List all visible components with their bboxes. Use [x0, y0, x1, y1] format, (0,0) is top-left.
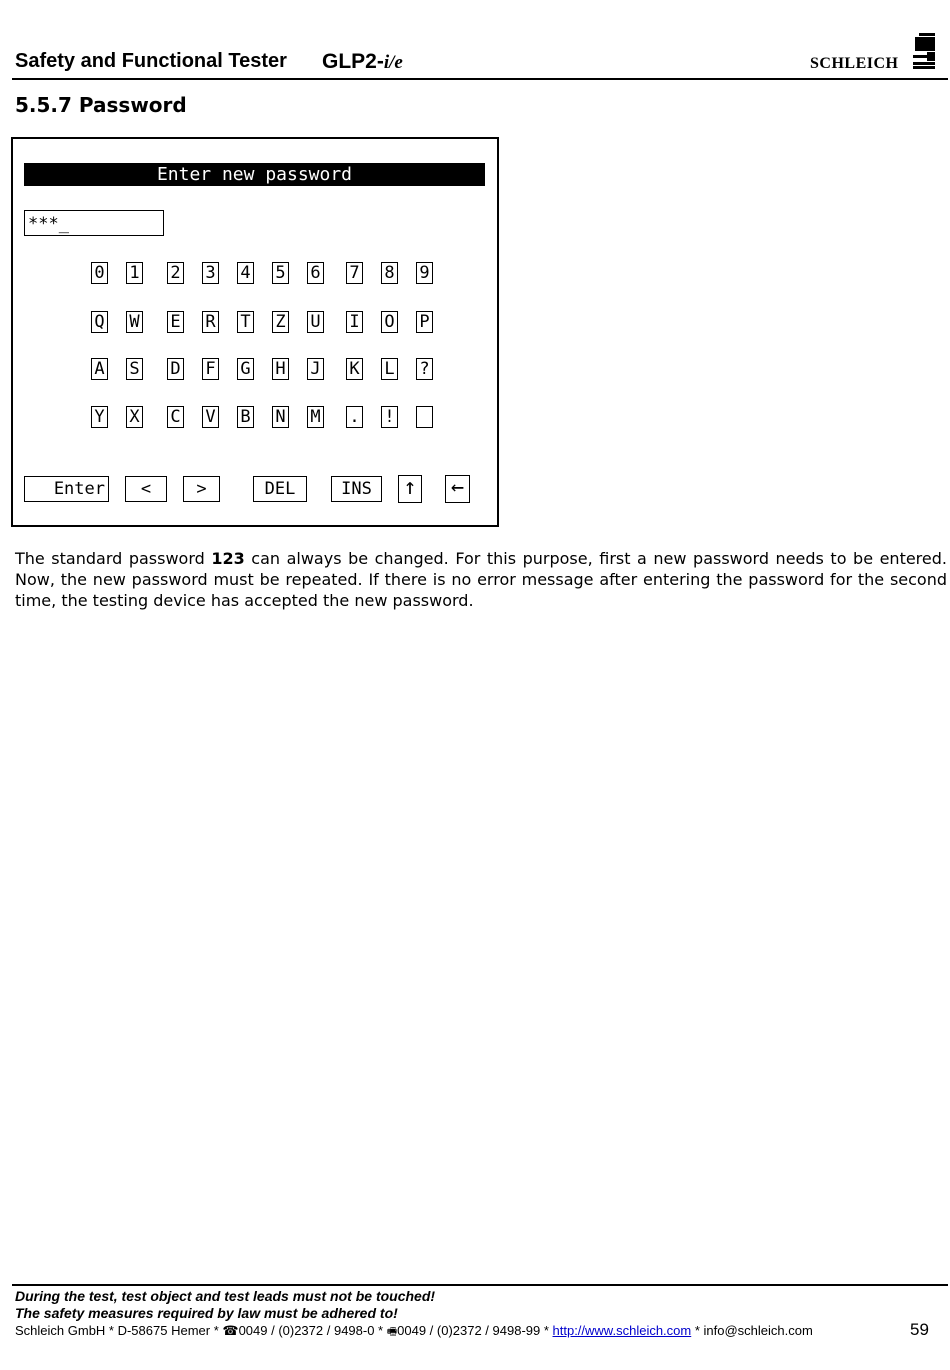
- header-divider: [12, 78, 948, 80]
- key-qwertz-middle-5[interactable]: H: [272, 358, 289, 380]
- key-digit-2[interactable]: 2: [167, 262, 184, 284]
- key-qwertz-top-0[interactable]: Q: [91, 311, 108, 333]
- key-qwertz-bottom-2[interactable]: C: [167, 406, 184, 428]
- key-qwertz-bottom-0[interactable]: Y: [91, 406, 108, 428]
- device-model-suffix: i/e: [383, 52, 403, 73]
- screen-title-bar: Enter new password: [24, 163, 485, 186]
- key-qwertz-middle-7[interactable]: K: [346, 358, 363, 380]
- enter-button[interactable]: Enter: [24, 476, 109, 502]
- cursor-left-button[interactable]: <: [125, 476, 167, 502]
- key-qwertz-bottom-8[interactable]: !: [381, 406, 398, 428]
- logo-text: SCHLEICH: [810, 55, 899, 72]
- key-digit-1[interactable]: 1: [126, 262, 143, 284]
- key-qwertz-bottom-5[interactable]: N: [272, 406, 289, 428]
- phone-icon: ☎: [222, 1323, 239, 1338]
- company-contact-line: [15, 1323, 813, 1342]
- schleich-s-logo-mark: [913, 33, 935, 69]
- description-text-start: The standard password: [15, 549, 212, 568]
- phone-number: 0049 / (0)2372 / 9498-0 *: [238, 1323, 387, 1338]
- key-qwertz-bottom-3[interactable]: V: [202, 406, 219, 428]
- key-qwertz-bottom-9[interactable]: [416, 406, 433, 428]
- key-qwertz-bottom-1[interactable]: X: [126, 406, 143, 428]
- key-qwertz-top-4[interactable]: T: [237, 311, 254, 333]
- page-number: 59: [910, 1320, 929, 1339]
- password-entry-screen: [11, 137, 499, 527]
- company-address: Schleich GmbH * D-58675 Hemer *: [15, 1323, 223, 1338]
- key-qwertz-top-5[interactable]: Z: [272, 311, 289, 333]
- description-paragraph: [15, 548, 947, 611]
- key-qwertz-top-7[interactable]: I: [346, 311, 363, 333]
- key-qwertz-top-3[interactable]: R: [202, 311, 219, 333]
- key-digit-7[interactable]: 7: [346, 262, 363, 284]
- key-qwertz-bottom-6[interactable]: M: [307, 406, 324, 428]
- key-digit-4[interactable]: 4: [237, 262, 254, 284]
- description-text-end: can always be changed. For this purpose, first a new password needs to be entered. Now, the new password must be repeated. If there is no error message after entering the password for the second time, the testing device has accepted the new password.: [15, 549, 947, 610]
- delete-button[interactable]: DEL: [253, 476, 307, 502]
- key-digit-8[interactable]: 8: [381, 262, 398, 284]
- device-model: [322, 50, 403, 74]
- default-password: 123: [211, 549, 245, 568]
- safety-warning-1: During the test, test object and test leads must not be touched!: [15, 1288, 436, 1304]
- backspace-arrow-icon[interactable]: ←: [445, 475, 470, 503]
- key-qwertz-middle-8[interactable]: L: [381, 358, 398, 380]
- cursor-right-button[interactable]: >: [183, 476, 220, 502]
- key-qwertz-middle-6[interactable]: J: [307, 358, 324, 380]
- footer-divider: [12, 1284, 948, 1286]
- key-qwertz-bottom-7[interactable]: .: [346, 406, 363, 428]
- shift-arrow-icon[interactable]: ↑: [398, 475, 422, 503]
- key-digit-6[interactable]: 6: [307, 262, 324, 284]
- key-qwertz-middle-2[interactable]: D: [167, 358, 184, 380]
- key-qwertz-top-6[interactable]: U: [307, 311, 324, 333]
- key-qwertz-top-8[interactable]: O: [381, 311, 398, 333]
- document-header-title: Safety and Functional Tester: [15, 50, 287, 72]
- email-address: * info@schleich.com: [691, 1323, 813, 1338]
- website-link[interactable]: http://www.schleich.com: [552, 1323, 692, 1338]
- key-digit-3[interactable]: 3: [202, 262, 219, 284]
- key-qwertz-middle-1[interactable]: S: [126, 358, 143, 380]
- device-model-name: GLP2-: [322, 50, 384, 73]
- safety-warning-2: The safety measures required by law must be adhered to!: [15, 1305, 398, 1321]
- insert-button[interactable]: INS: [331, 476, 382, 502]
- key-qwertz-top-9[interactable]: P: [416, 311, 433, 333]
- section-heading: 5.5.7 Password: [15, 93, 187, 117]
- fax-number: 0049 / (0)2372 / 9498-99 *: [397, 1323, 553, 1338]
- key-qwertz-top-1[interactable]: W: [126, 311, 143, 333]
- key-digit-0[interactable]: 0: [91, 262, 108, 284]
- key-qwertz-top-2[interactable]: E: [167, 311, 184, 333]
- key-qwertz-bottom-4[interactable]: B: [237, 406, 254, 428]
- key-digit-5[interactable]: 5: [272, 262, 289, 284]
- key-digit-9[interactable]: 9: [416, 262, 433, 284]
- key-qwertz-middle-0[interactable]: A: [91, 358, 108, 380]
- key-qwertz-middle-4[interactable]: G: [237, 358, 254, 380]
- password-input[interactable]: ***_: [24, 210, 164, 236]
- fax-icon: 🖷: [386, 1326, 398, 1338]
- key-qwertz-middle-3[interactable]: F: [202, 358, 219, 380]
- key-qwertz-middle-9[interactable]: ?: [416, 358, 433, 380]
